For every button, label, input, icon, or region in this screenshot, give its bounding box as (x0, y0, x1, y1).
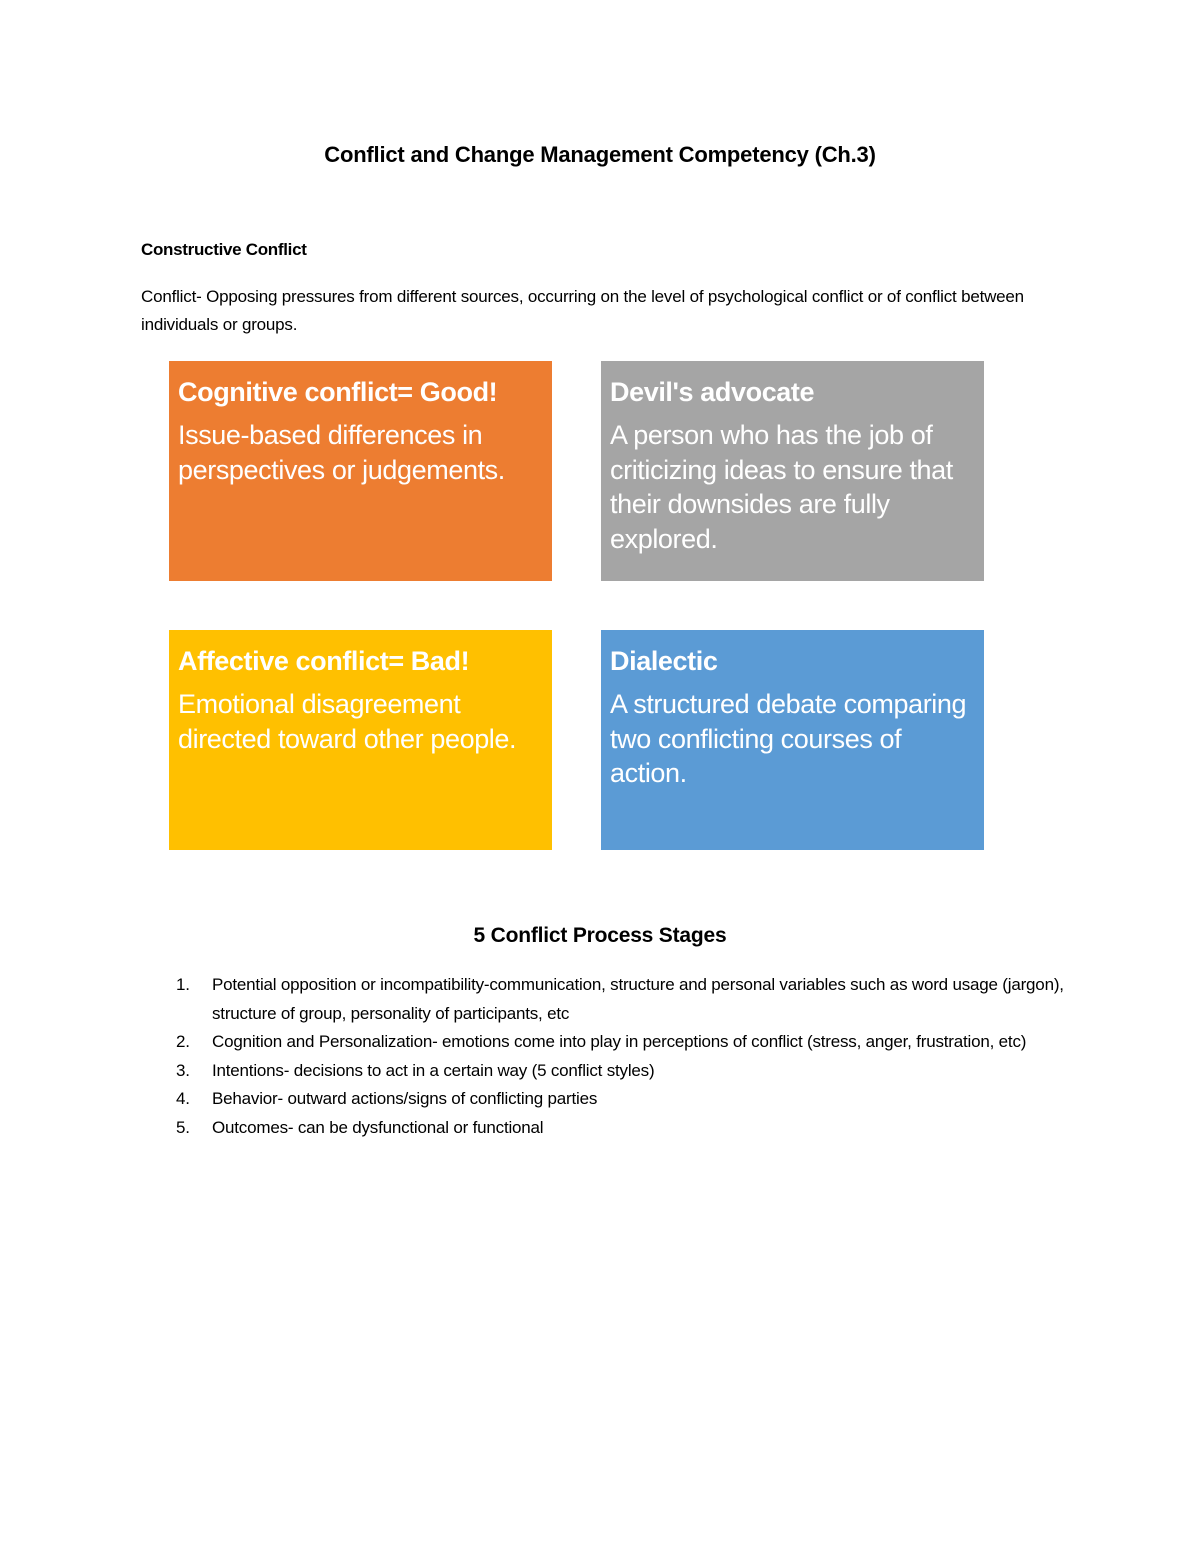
list-text: Behavior- outward actions/signs of conflicting parties (212, 1089, 598, 1108)
card-title: Devil's advocate (610, 377, 815, 407)
dialectic-card (601, 630, 984, 850)
card-title: Dialectic (610, 646, 718, 676)
card-body: A person who has the job of criticizing ideas to ensure that their downsides are fully explored. (610, 420, 953, 554)
page-title: Conflict and Change Management Competency (Ch.3) (324, 142, 876, 167)
list-item (141, 1114, 1071, 1143)
list-number: 1. (176, 975, 190, 994)
list-item (141, 1028, 1071, 1057)
list-item (141, 1057, 1071, 1086)
devils-advocate-card (601, 361, 984, 581)
list-item (141, 1085, 1071, 1114)
stages-heading: 5 Conflict Process Stages (473, 924, 727, 947)
list-number: 5. (176, 1117, 190, 1137)
intro-paragraph: Conflict- Opposing pressures from different sources, occurring on the level of psychological conflict or of conflict between individuals or groups. (141, 287, 1024, 334)
card-body: Emotional disagreement directed toward other people. (178, 689, 517, 754)
card-title: Affective conflict= Bad! (178, 646, 470, 676)
affective-conflict-card (169, 630, 552, 850)
section-heading: Constructive Conflict (141, 240, 307, 259)
list-number: 4. (176, 1089, 190, 1108)
list-text: Outcomes- can be dysfunctional or functional (212, 1117, 544, 1137)
stages-list (141, 971, 1071, 1142)
cognitive-conflict-card (169, 361, 552, 581)
card-body: Issue-based differences in perspectives or judgements. (178, 420, 505, 485)
card-title: Cognitive conflict= Good! (178, 377, 498, 407)
card-body: A structured debate comparing two conflicting courses of action. (610, 689, 967, 788)
list-text: Cognition and Personalization- emotions come into play in perceptions of conflict (stress, anger, frustration, etc) (212, 1032, 1027, 1051)
list-item (141, 971, 1071, 1028)
list-number: 2. (176, 1032, 190, 1051)
list-number: 3. (176, 1060, 190, 1080)
list-text: Intentions- decisions to act in a certain way (5 conflict styles) (212, 1060, 655, 1080)
list-text: Potential opposition or incompatibility-communication, structure and personal variables such as word usage (jargon), structure of group, personality of participants, etc (212, 975, 1064, 1023)
